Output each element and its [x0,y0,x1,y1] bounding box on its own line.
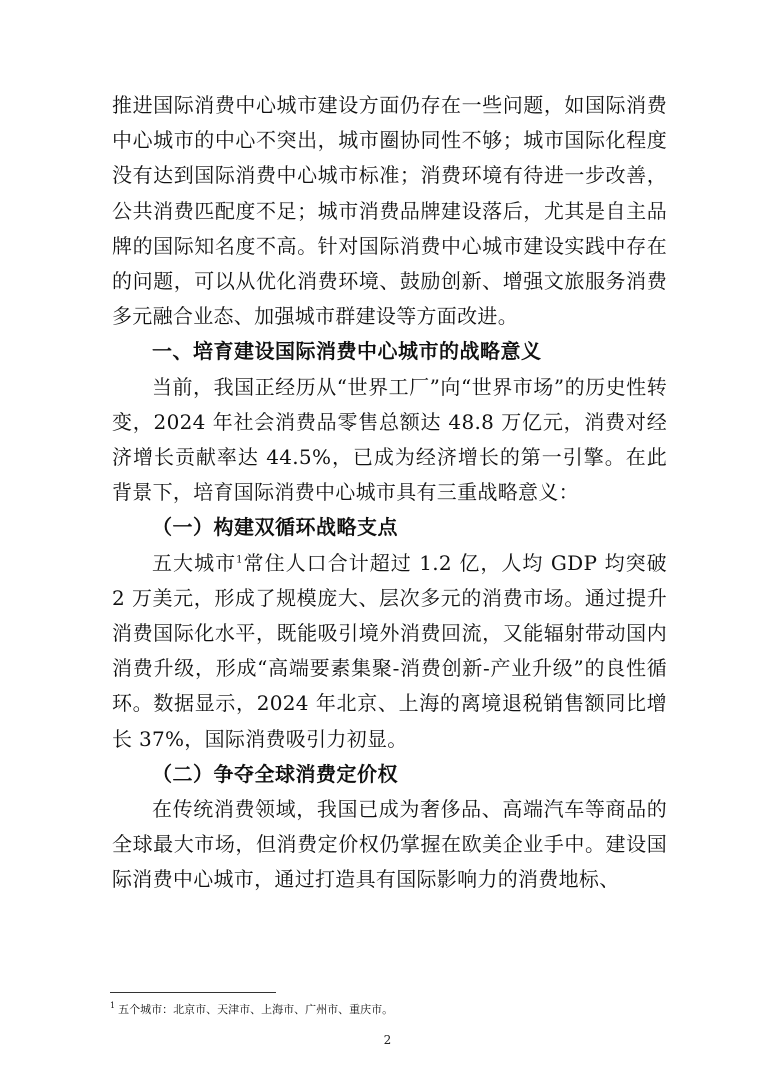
subsection1-lead-text: 五大城市 [152,550,237,575]
subsection1-paragraph [112,546,667,757]
section1-paragraph: 当前，我国正经历从“世界工厂”向“世界市场”的历史性转变，2024 年社会消费品零售总额达 48.8 万亿元，消费对经济增长贡献率达 44.5%，已成为经济增长的第一引擎。在此背景下，培育国际消费中心城市具有三重战略意义： [112,374,667,505]
subsection1-rest-text: 常住人口合计超过 1.2 亿，人均 GDP 均突破 2 万美元，形成了规模庞大、层次多元的消费市场。通过提升消费国际化水平，既能吸引境外消费回流，又能辐射带动国内消费升级，形成“高端要素集聚-消费创新-产业升级”的良性循环。数据显示，2024 年北京、上海的离境退税销售额同比增长 37%，国际消费吸引力初显。 [112,550,667,751]
footnote-reference[interactable]: 1 [236,553,243,565]
section-heading-strategic-significance: 一、培育建设国际消费中心城市的战略意义 [152,339,542,364]
page-body [112,88,667,898]
page-number: 2 [383,1033,392,1047]
footnote-divider [110,992,276,993]
intro-paragraph: 推进国际消费中心城市建设方面仍存在一些问题，如国际消费中心城市的中心不突出，城市圈协同性不够；城市国际化程度没有达到国际消费中心城市标准；消费环境有待进一步改善，公共消费匹配度不足；城市消费品牌建设落后，尤其是自主品牌的国际知名度不高。针对国际消费中心城市建设实践中存在的问题，可以从优化消费环境、鼓励创新、增强文旅服务消费多元融合业态、加强城市群建设等方面改进。 [112,93,667,329]
subsection2-paragraph: 在传统消费领域，我国已成为奢侈品、高端汽车等商品的全球最大市场，但消费定价权仍掌握在欧美企业手中。建设国际消费中心城市，通过打造具有国际影响力的消费地标、 [112,797,667,892]
subsection-heading-dual-circulation: （一）构建双循环战略支点 [152,515,398,540]
subsection-heading-pricing-power: （二）争夺全球消费定价权 [152,761,398,786]
footnote [110,1002,393,1018]
footnote-marker: 1 [110,1001,116,1011]
footnote-text: 五个城市：北京市、天津市、上海市、广州市、重庆市。 [118,1003,394,1016]
